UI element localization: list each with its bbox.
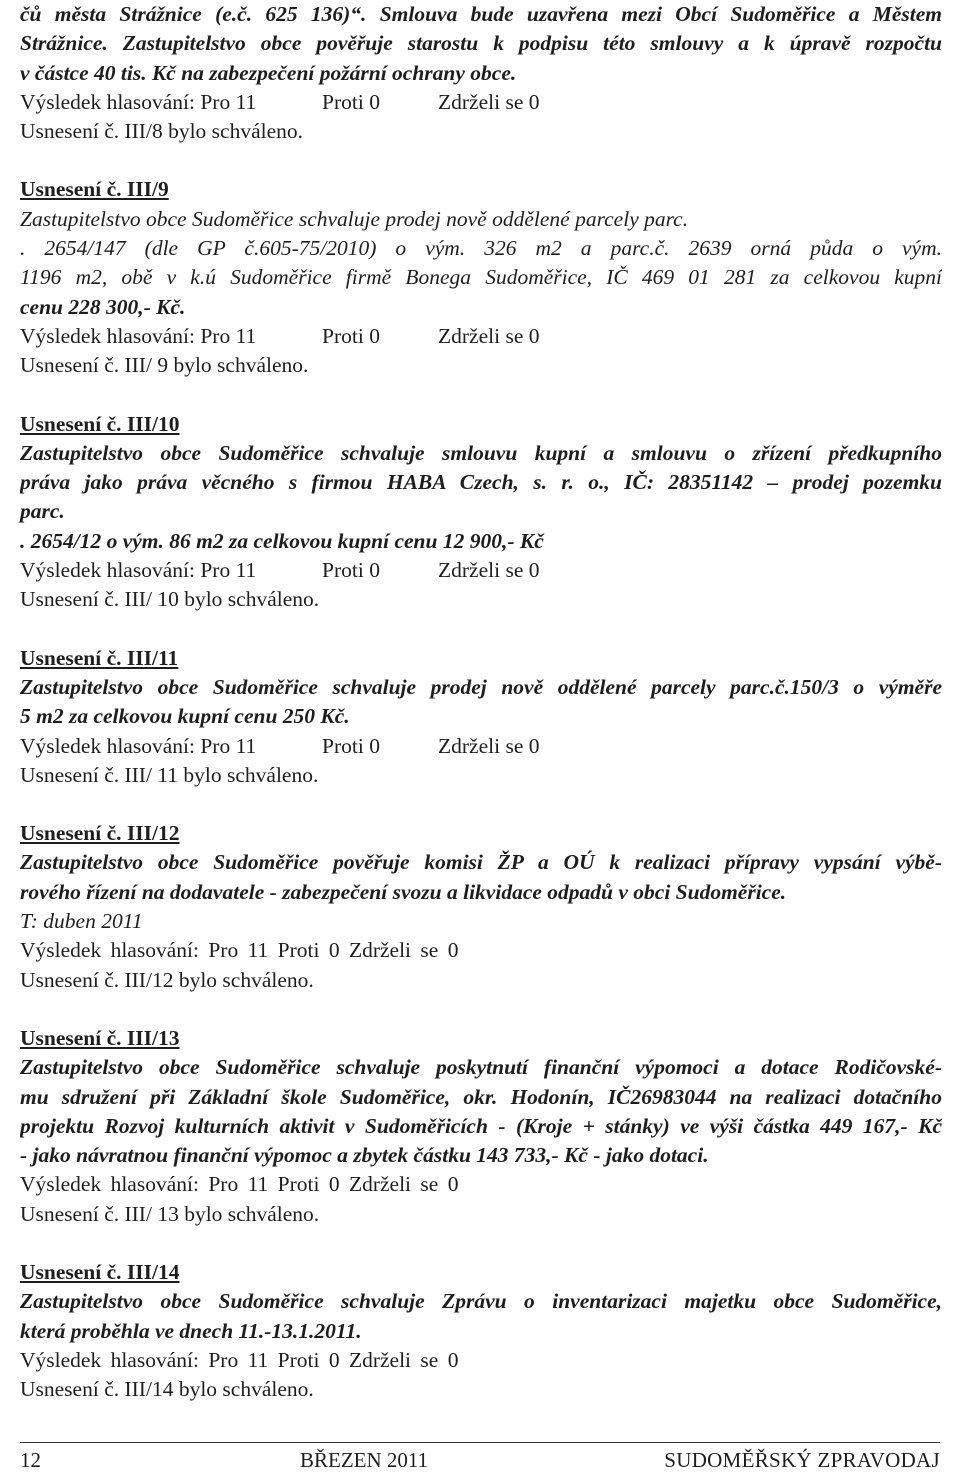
vote-for: Výsledek hlasování: Pro 11 — [20, 733, 257, 758]
resolution-heading-iii-12: Usnesení č. III/12 — [20, 821, 180, 846]
resolution-text-line: projektu Rozvoj kulturních aktivit v Sudoměřicích - (Kroje + stánky) ve výši částka 449 167,- Kč — [20, 1113, 942, 1138]
resolution-text-line: rového řízení na dodavatele - zabezpečení svozu a likvidace odpadů v obci Sudoměřice. — [20, 879, 787, 904]
resolution-text-line: práva jako práva věcného s firmou HABA Czech, s. r. o., IČ: 28351142 – prodej pozemku — [20, 470, 942, 495]
vote-for: Výsledek hlasování: Pro 11 — [20, 89, 257, 114]
resolution-text-line: - jako návratnou finanční výpomoc a zbytek částku 143 733,- Kč - jako dotaci. — [20, 1143, 709, 1168]
resolution-deadline: T: duben 2011 — [20, 909, 143, 934]
vote-result-iii-14: Výsledek hlasování: Pro 11 Proti 0 Zdrželi se 0 — [20, 1347, 459, 1372]
vote-against: Proti 0 — [322, 323, 380, 348]
intro-line-1: čů města Strážnice (e.č. 625 136)“. Smlouva bude uzavřena mezi Obcí Sudoměřice a Městem — [20, 2, 942, 26]
resolution-text-line: . 2654/12 o vým. 86 m2 za celkovou kupní cenu 12 900,- Kč — [20, 528, 544, 553]
resolution-heading-iii-13: Usnesení č. III/13 — [20, 1025, 180, 1050]
resolution-heading-iii-14: Usnesení č. III/14 — [20, 1259, 180, 1284]
vote-for: Výsledek hlasování: Pro 11 — [20, 558, 257, 583]
resolution-text-line: Zastupitelstvo obce Sudoměřice schvaluje prodej nově oddělené parcely parc. — [20, 206, 689, 231]
resolution-text-line: . 2654/147 (dle GP č.605-75/2010) o vým. 326 m2 a parc.č. 2639 orná půda o vým. — [20, 236, 942, 261]
resolution-status-iii-11: Usnesení č. III/ 11 bylo schváleno. — [20, 762, 319, 787]
resolution-status-iii-10: Usnesení č. III/ 10 bylo schváleno. — [20, 587, 320, 612]
vote-for: Výsledek hlasování: Pro 11 — [20, 323, 257, 348]
resolution-status-iii-9: Usnesení č. III/ 9 bylo schváleno. — [20, 353, 309, 378]
resolution-text-line: Zastupitelstvo obce Sudoměřice pověřuje komisi ŽP a OÚ k realizaci přípravy vypsání výbě- — [20, 850, 942, 875]
resolution-text-line: Zastupitelstvo obce Sudoměřice schvaluje Zprávu o inventarizaci majetku obce Sudoměřice, — [20, 1289, 942, 1314]
resolution-text-line: mu sdružení při Základní škole Sudoměřice, okr. Hodonín, IČ26983044 na realizaci dotačního — [20, 1084, 942, 1109]
vote-result-iii-8 — [20, 88, 942, 117]
resolution-status-iii-12: Usnesení č. III/12 bylo schváleno. — [20, 967, 314, 992]
resolution-status-iii-14: Usnesení č. III/14 bylo schváleno. — [20, 1377, 314, 1402]
vote-against: Proti 0 — [322, 558, 380, 583]
footer-divider — [20, 1442, 940, 1443]
vote-abstain: Zdrželi se 0 — [438, 89, 540, 114]
resolution-text-line: 1196 m2, obě v k.ú Sudoměřice firmě Bonega Sudoměřice, IČ 469 01 281 za celkovou kupní — [20, 265, 942, 290]
resolution-status-iii-13: Usnesení č. III/ 13 bylo schváleno. — [20, 1201, 320, 1226]
resolution-text-line: cenu 228 300,- Kč. — [20, 294, 186, 319]
resolution-text-line: 5 m2 za celkovou kupní cenu 250 Kč. — [20, 704, 350, 729]
resolution-text-line: parc. — [20, 499, 65, 524]
vote-result-iii-10 — [20, 556, 942, 585]
resolution-heading-iii-11: Usnesení č. III/11 — [20, 645, 179, 670]
resolution-heading-iii-9: Usnesení č. III/9 — [20, 177, 169, 202]
vote-against: Proti 0 — [322, 89, 380, 114]
resolution-text-line: Zastupitelstvo obce Sudoměřice schvaluje smlouvu kupní a smlouvu o zřízení předkupního — [20, 440, 942, 465]
vote-result-iii-13: Výsledek hlasování: Pro 11 Proti 0 Zdrželi se 0 — [20, 1172, 459, 1197]
resolution-status-iii-8: Usnesení č. III/8 bylo schváleno. — [20, 119, 304, 144]
vote-result-iii-9 — [20, 322, 942, 351]
resolution-text-line: Zastupitelstvo obce Sudoměřice schvaluje prodej nově oddělené parcely parc.č.150/3 o výměře — [20, 674, 942, 699]
page-content — [20, 0, 942, 1404]
intro-line-2: Strážnice. Zastupitelstvo obce pověřuje starostu k podpisu této smlouvy a k úpravě rozpočtu — [20, 31, 942, 56]
vote-result-iii-12: Výsledek hlasování: Pro 11 Proti 0 Zdrželi se 0 — [20, 938, 459, 963]
vote-result-iii-11 — [20, 732, 942, 761]
resolution-heading-iii-10: Usnesení č. III/10 — [20, 411, 180, 436]
resolution-text-line: která proběhla ve dnech 11.-13.1.2011. — [20, 1318, 362, 1343]
vote-abstain: Zdrželi se 0 — [438, 323, 540, 348]
vote-abstain: Zdrželi se 0 — [438, 558, 540, 583]
vote-abstain: Zdrželi se 0 — [438, 733, 540, 758]
issue-date: BŘEZEN 2011 — [300, 1448, 429, 1472]
resolution-text-line: Zastupitelstvo obce Sudoměřice schvaluje poskytnutí finanční výpomoci a dotace Rodičovské- — [20, 1055, 942, 1080]
intro-line-3: v částce 40 tis. Kč na zabezpečení požární ochrany obce. — [20, 60, 517, 85]
publication-title: SUDOMĚŘSKÝ ZPRAVODAJ — [664, 1448, 940, 1472]
page-number: 12 — [20, 1448, 41, 1472]
vote-against: Proti 0 — [322, 733, 380, 758]
